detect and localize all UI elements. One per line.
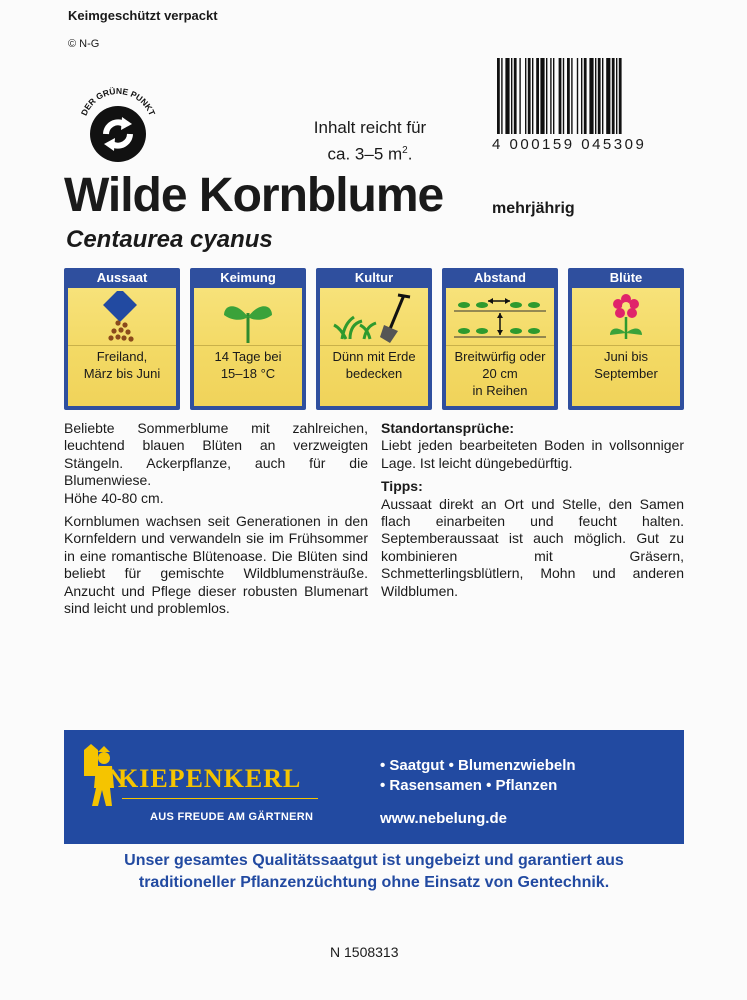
- tips-text: Aussaat direkt an Ort und Stelle, den Samen flach einarbeiten und feucht halten. Septemberaussaat ist auch möglich. Gut zu kombinieren mit Gräsern, Schmetterlingsblütlern, Mohn und anderen Wildblumen.: [381, 495, 684, 599]
- product-tag: mehrjährig: [492, 200, 575, 217]
- barcode-bar: [528, 58, 531, 134]
- guarantee-line2: traditioneller Pflanzenzüchtung ohne Einsatz von Gentechnik.: [138, 874, 610, 891]
- copyright: © N-G: [68, 38, 100, 50]
- barcode-bar: [559, 58, 562, 134]
- barcode-bar: [563, 58, 564, 134]
- panel-text-line: bedecken: [345, 366, 403, 381]
- care-info: [381, 420, 684, 606]
- spacing-icon: [450, 291, 550, 345]
- barcode-bar: [567, 58, 570, 134]
- panel-text-line: Breitwürfig oder: [454, 349, 546, 364]
- green-dot-logo-icon: [70, 78, 166, 174]
- barcode-bar: [602, 58, 603, 134]
- barcode-bar: [519, 58, 520, 134]
- brand-slogan: AUS FREUDE AM GÄRTNERN: [150, 811, 314, 823]
- barcode-bar: [497, 58, 500, 134]
- location-heading: Standortansprüche:: [381, 420, 515, 436]
- barcode-bar: [606, 58, 610, 134]
- panel-title: Blüte: [609, 270, 643, 285]
- barcode-bar: [553, 58, 554, 134]
- description-height: Höhe 40-80 cm.: [64, 489, 164, 506]
- quality-guarantee: [64, 850, 684, 894]
- panel-text-line: Dünn mit Erde: [332, 349, 416, 364]
- barcode-bar: [525, 58, 526, 134]
- barcode-bar: [532, 58, 533, 134]
- barcode-bar: [589, 58, 593, 134]
- description: [64, 420, 368, 623]
- barcode-bar: [550, 58, 551, 134]
- panel-text-line: September: [594, 366, 658, 381]
- article-number: N 1508313: [330, 944, 399, 960]
- barcode-bar: [584, 58, 587, 134]
- barcode-bar: [612, 58, 615, 134]
- panel-bluete: [568, 268, 684, 410]
- packaging-note: Keimgeschützt verpackt: [68, 8, 218, 23]
- website-link[interactable]: www.nebelung.de: [380, 810, 507, 827]
- product-line-1: • Saatgut • Blumenzwiebeln: [380, 757, 576, 774]
- seed-packet-icon: [72, 291, 172, 345]
- barcode-bar: [577, 58, 578, 134]
- content-info-sup: 2: [402, 145, 408, 156]
- flower-icon: [576, 291, 676, 345]
- barcode-bar: [619, 58, 622, 134]
- barcode-bar: [598, 58, 601, 134]
- panel-text-line: 14 Tage bei: [214, 349, 282, 364]
- description-p1: Beliebte Sommerblume mit zahlreichen, leuchtend blauen Blüten an verzweigten Stängeln. Ackerpflanze, auch für die Blumenwiese.: [64, 420, 368, 489]
- content-info: [250, 116, 490, 166]
- barcode-bar: [540, 58, 544, 134]
- panel-kultur: [316, 268, 432, 410]
- panel-keimung: [190, 268, 306, 410]
- panel-title: Keimung: [220, 270, 276, 285]
- location-text: Liebt jeden bearbeiteten Boden in vollsonniger Lage. Ist leicht düngebedürftig.: [381, 437, 684, 471]
- tips-heading: Tipps:: [381, 478, 423, 495]
- seedling-icon: [198, 291, 298, 345]
- brand-logo: KIEPENKERL: [118, 764, 302, 793]
- barcode-bar: [571, 58, 572, 134]
- guarantee-line1: Unser gesamtes Qualitätssaatgut ist ungebeizt und garantiert aus: [124, 852, 624, 869]
- barcode-bar: [511, 58, 512, 134]
- barcode-bar: [546, 58, 547, 134]
- latin-name: Centaurea cyanus: [66, 226, 273, 253]
- barcode-bar: [514, 58, 517, 134]
- content-info-end: .: [407, 144, 413, 164]
- brand-divider: [122, 798, 318, 799]
- logo-text: DER GRÜNE PUNKT: [78, 85, 158, 118]
- panel-text-line: März bis Juni: [83, 366, 161, 381]
- panel-text-line: Juni bis: [603, 349, 649, 364]
- panel-text-line: 15–18 °C: [220, 366, 276, 381]
- panel-title: Kultur: [354, 270, 394, 285]
- barcode-bar: [616, 58, 617, 134]
- panel-title: Abstand: [474, 270, 526, 285]
- panel-text-line: in Reihen: [472, 383, 528, 398]
- panel-abstand: [442, 268, 558, 410]
- product-title: Wilde Kornblume: [64, 169, 444, 222]
- panel-title: Aussaat: [96, 270, 148, 285]
- panel-aussaat: [64, 268, 180, 410]
- product-line-2: • Rasensamen • Pflanzen: [380, 777, 558, 794]
- panel-text-line: Freiland,: [96, 349, 148, 364]
- description-p2: Kornblumen wachsen seit Generationen in den Kornfeldern und verwandeln sie im Frühsommer in eine romantische Blütenoase. Die Blüten sind beliebt für gemischte Wildblumensträuße. Anzucht und Pflege dieser robusten Blumenart sind leicht und problemlos.: [64, 513, 368, 617]
- barcode-bar: [581, 58, 582, 134]
- barcode-bar: [595, 58, 596, 134]
- barcode-digits: 4 000159 045309: [492, 136, 647, 153]
- spade-plants-icon: [324, 291, 424, 345]
- content-info-line1: Inhalt reicht für: [313, 118, 427, 137]
- barcode-bar: [505, 58, 509, 134]
- content-info-line2: ca. 3–5 m: [327, 144, 403, 164]
- panel-text-line: 20 cm: [482, 366, 518, 381]
- barcode-bar: [501, 58, 502, 134]
- barcode-bar: [536, 58, 539, 134]
